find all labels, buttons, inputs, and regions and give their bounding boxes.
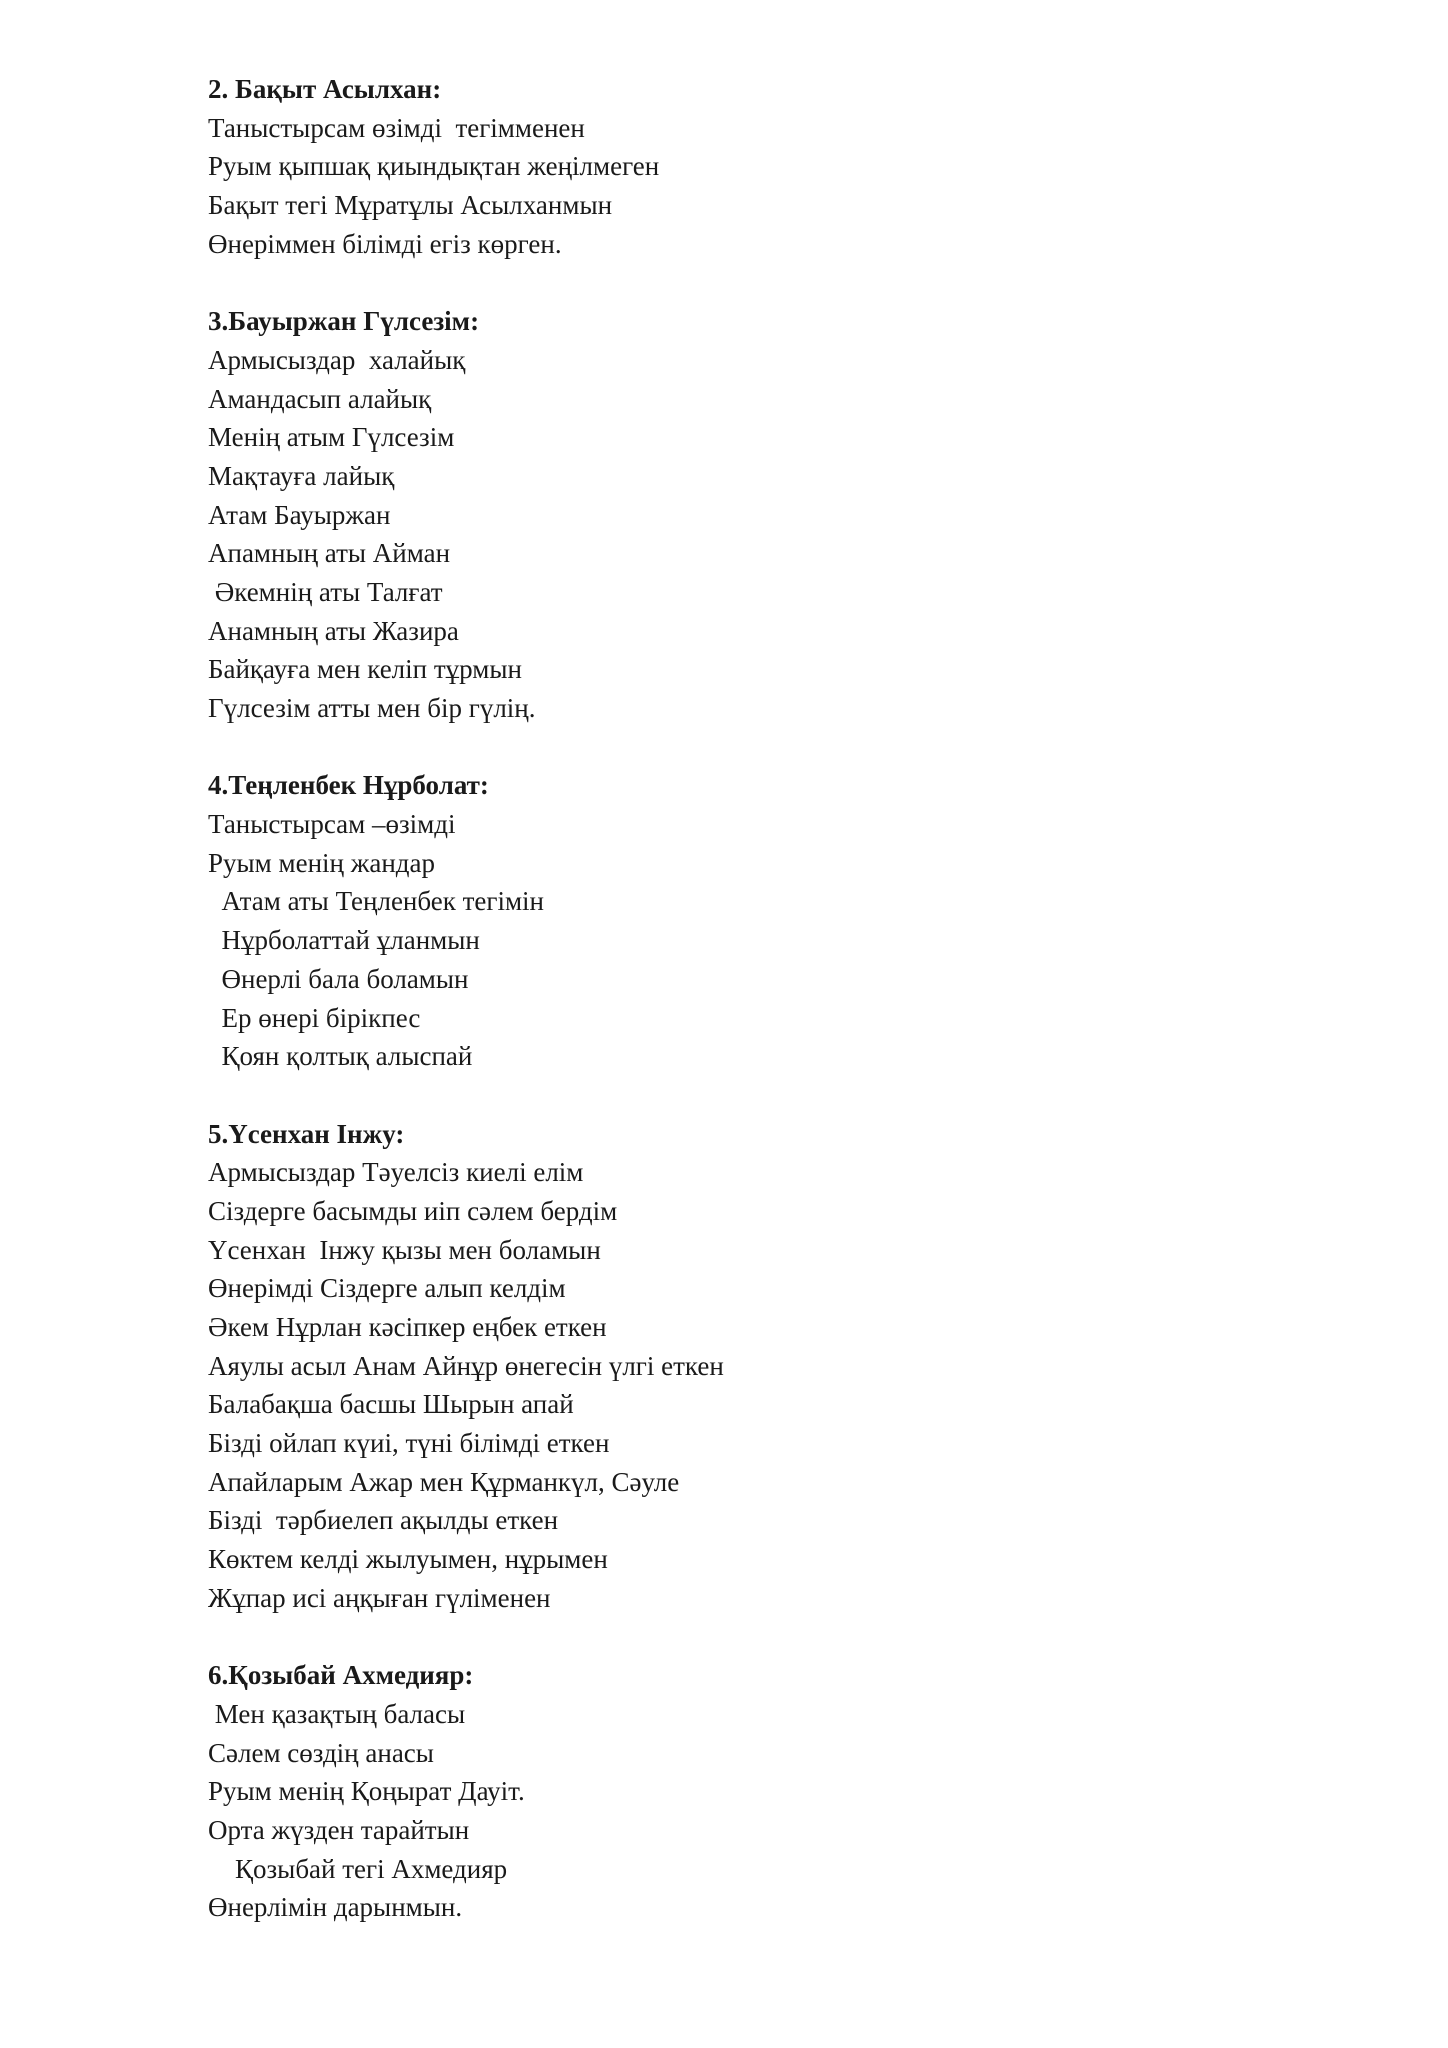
poem-line: Анамның аты Жазира: [208, 615, 459, 646]
poem-line: Әкемнің аты Талғат: [208, 576, 443, 607]
poem-line: Байқауға мен келіп тұрмын: [208, 654, 522, 685]
poem-line: Руым менің Қоңырат Дауіт.: [208, 1776, 525, 1807]
section-bauyrzhan-gulsezim: [208, 302, 1308, 728]
poem-line: Гүлсезім атты мен бір гүлің.: [208, 693, 536, 723]
poem-line: Атам аты Теңленбек тегімін: [208, 886, 545, 917]
poem-line: Әкем Нұрлан кәсіпкер еңбек еткен: [208, 1312, 607, 1342]
poem-line: Үсенхан Інжу қызы мен боламын: [208, 1234, 601, 1265]
document-page: [208, 70, 1308, 1966]
poem-line: Ер өнері бірікпес: [208, 1002, 421, 1033]
section-heading: 5.Үсенхан Інжу:: [208, 1118, 405, 1149]
section-heading: 6.Қозыбай Ахмедияр:: [208, 1660, 474, 1691]
poem-line: Нұрболаттай ұланмын: [208, 925, 480, 956]
poem-line: Бақыт тегі Мұратұлы Асылханмын: [208, 190, 613, 221]
poem-line: Армысыздар Тәуелсіз киелі елім: [208, 1157, 584, 1188]
poem-line: Өнеріммен білімді егіз көрген.: [208, 228, 562, 259]
poem-line: Апамның аты Айман: [208, 538, 451, 569]
poem-line: Орта жүзден тарайтын: [208, 1814, 470, 1845]
poem-line: Бізді тәрбиелеп ақылды еткен: [208, 1505, 559, 1536]
poem-line: Жұпар исі аңқыған гүліменен: [208, 1582, 551, 1613]
poem-line: Өнерлімін дарынмын.: [208, 1892, 463, 1923]
section-heading: 4.Теңленбек Нұрболат:: [208, 770, 489, 801]
poem-line: Таныстырсам –өзімді: [208, 809, 456, 840]
poem-line: Көктем келді жылуымен, нұрымен: [208, 1544, 608, 1575]
section-bakyt-asylkhan: [208, 70, 1308, 263]
section-tenlenbek-nurbolat: [208, 766, 1308, 1076]
poem-line: Қозыбай тегі Ахмедияр: [208, 1853, 508, 1884]
poem-line: Мен қазақтың баласы: [208, 1698, 466, 1729]
poem-line: Сіздерге басымды иіп сәлем бердім: [208, 1195, 618, 1226]
poem-line: Амандасып алайық: [208, 383, 432, 414]
section-kozybai-akhmediyar: [208, 1656, 1308, 1927]
poem-line: Руым менің жандар: [208, 847, 436, 878]
poem-line: Балабақша басшы Шырын апай: [208, 1389, 574, 1420]
poem-line: Аяулы асыл Анам Айнұр өнегесін үлгі еткен: [208, 1350, 724, 1381]
poem-line: Апайларым Ажар мен Құрманкүл, Сәуле: [208, 1466, 680, 1497]
poem-line: Өнерімді Сіздерге алып келдім: [208, 1273, 566, 1304]
poem-line: Өнерлі бала боламын: [208, 963, 469, 994]
poem-line: Атам Бауыржан: [208, 499, 391, 530]
poem-line: Таныстырсам өзімді тегімменен: [208, 112, 585, 143]
section-heading: 3.Бауыржан Гүлсезім:: [208, 306, 480, 337]
section-heading: 2. Бақыт Асылхан:: [208, 74, 442, 104]
poem-line: Мақтауға лайық: [208, 460, 395, 491]
poem-line: Бізді ойлап күиі, түні білімді еткен: [208, 1428, 610, 1459]
poem-line: Руым қыпшақ қиындықтан жеңілмеген: [208, 151, 660, 182]
poem-line: Менің атым Гүлсезім: [208, 422, 455, 453]
poem-line: Армысыздар халайық: [208, 344, 466, 375]
poem-line: Қоян қолтық алыспай: [208, 1041, 473, 1072]
section-usenkhan-inzhu: [208, 1115, 1308, 1618]
poem-line: Сәлем сөздің анасы: [208, 1737, 434, 1768]
